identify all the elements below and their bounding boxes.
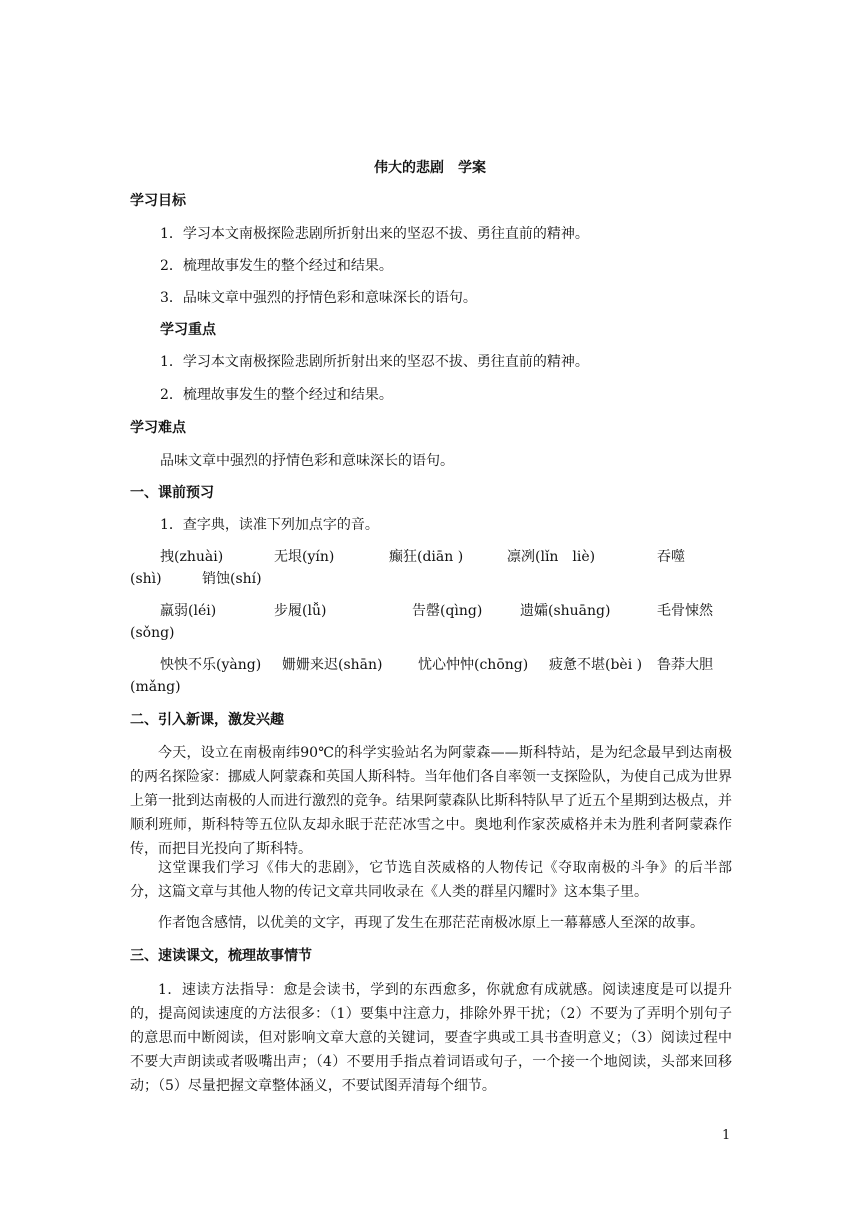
vocab-word: 拽(zhuài) xyxy=(160,549,224,565)
section-2-paragraph: 这堂课我们学习《伟大的悲剧》，它节选自茨威格的人物传记《夺取南极的斗争》的后半部分，这篇文章与其他人物的传记文章共同收录在《人类的群星闪耀时》这本集子里。 xyxy=(130,860,732,900)
difficulty-heading: 学习难点 xyxy=(130,420,186,436)
section-3-paragraph: 1．速读方法指导：愈是会读书，学到的东西愈多，你就愈有成就感。阅读速度是可以提升的，提高阅读速度的方法很多：（1）要集中注意力，排除外界干扰；（2）不要为了弄明个别句子的意思而中断阅读，但对影响文章大意的关键词，要查字典或工具书查明意义；（3）阅读过程中不要大声朗读或者吸嘴出声；（4）不要用手指点着词语或句子，一个接一个地阅读，头部来回移动；（5）尽量把握文章整体涵义，不要试图弄清每个细节。 xyxy=(130,982,732,1094)
vocab-word: 忧心忡忡(chōng) xyxy=(418,657,529,673)
vocab-word: 销蚀(shí) xyxy=(202,571,262,587)
goals-heading: 学习目标 xyxy=(130,193,186,209)
vocab-pinyin: (mǎng) xyxy=(130,679,181,695)
vocab-word: 遗孀(shuāng) xyxy=(520,603,611,619)
section-1-heading: 一、课前预习 xyxy=(130,485,214,501)
vocab-word: 癫狂(diān ) xyxy=(389,549,464,565)
vocab-word: 告罄(qìng) xyxy=(412,603,483,619)
section-2-heading: 二、引入新课，激发兴趣 xyxy=(130,712,284,728)
page-number: 1 xyxy=(722,1128,731,1143)
page-title: 伟大的悲剧 学案 xyxy=(374,160,486,176)
vocab-word: 鲁莽大胆 xyxy=(657,657,713,673)
vocab-word: 吞噬 xyxy=(657,549,685,565)
difficulty-text: 品味文章中强烈的抒情色彩和意味深长的语句。 xyxy=(160,453,454,469)
section-3-heading: 三、速读课文，梳理故事情节 xyxy=(130,948,312,964)
vocab-word: 无垠(yín) xyxy=(274,549,335,565)
goal-item: 2．梳理故事发生的整个经过和结果。 xyxy=(160,258,393,274)
goal-item: 3．品味文章中强烈的抒情色彩和意味深长的语句。 xyxy=(160,290,477,306)
section-1-item: 1．查字典，读准下列加点字的音。 xyxy=(160,517,379,533)
key-points-heading: 学习重点 xyxy=(160,322,216,338)
vocab-pinyin: (shì) xyxy=(130,571,162,587)
vocab-word: 怏怏不乐(yàng) xyxy=(160,657,262,673)
vocab-word: 姗姗来迟(shān) xyxy=(282,657,383,673)
vocab-pinyin: (sǒng) xyxy=(130,625,175,641)
section-2-paragraph: 今天，设立在南极南纬90℃的科学实验站名为阿蒙森——斯科特站，是为纪念最早到达南极的两名探险家：挪威人阿蒙森和英国人斯科特。当年他们各自率领一支探险队，为使自己成为世界上第一批到达南极的人而进行激烈的竞争。结果阿蒙森队比斯科特队早了近五个星期到达极点，并顺利班师，斯科特等五位队友却永眠于茫茫冰雪之中。奥地利作家茨威格并未为胜利者阿蒙森作传，而把目光投向了斯科特。 xyxy=(130,745,732,857)
vocab-word: 步履(lǚ) xyxy=(274,603,327,619)
key-point-item: 1．学习本文南极探险悲剧所折射出来的坚忍不拔、勇往直前的精神。 xyxy=(160,354,589,370)
section-2-paragraph: 作者饱含感情，以优美的文字，再现了发生在那茫茫南极冰原上一幕幕感人至深的故事。 xyxy=(158,915,704,931)
key-point-item: 2．梳理故事发生的整个经过和结果。 xyxy=(160,387,393,403)
vocab-word: 毛骨悚然 xyxy=(657,603,713,619)
vocab-word: 疲惫不堪(bèi ) xyxy=(549,657,643,673)
vocab-word: 凛冽(lǐn liè) xyxy=(507,549,596,565)
vocab-word: 羸弱(léi) xyxy=(160,603,217,619)
goal-item: 1．学习本文南极探险悲剧所折射出来的坚忍不拔、勇往直前的精神。 xyxy=(160,226,589,242)
